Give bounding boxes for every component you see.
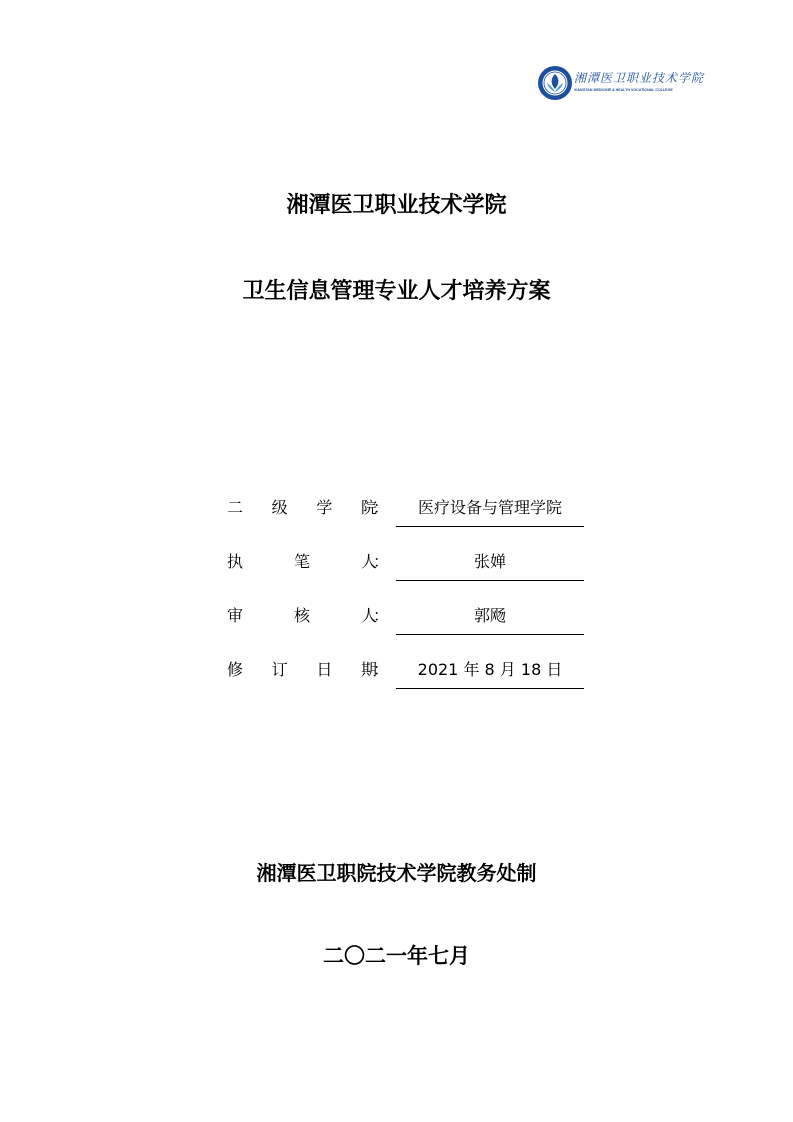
info-label-reviewer: 审 核 人 xyxy=(227,606,377,625)
info-value-author: 张婵 xyxy=(396,548,584,581)
college-emblem-icon xyxy=(537,65,573,101)
issuing-office: 湘潭医卫职院技术学院教务处制 xyxy=(256,861,537,885)
info-row-college xyxy=(227,494,597,548)
program-title: 卫生信息管理专业人才培养方案 xyxy=(242,279,551,304)
info-colon: ： xyxy=(373,660,390,679)
info-colon: ： xyxy=(373,606,390,625)
info-row-reviewer xyxy=(227,602,597,656)
college-logo xyxy=(537,63,705,105)
info-value-college: 医疗设备与管理学院 xyxy=(396,494,584,527)
issue-date: 二〇二一年七月 xyxy=(323,944,470,968)
info-label-revision-date: 修 订 日 期 xyxy=(227,660,377,679)
info-label-college: 二 级 学 院 xyxy=(227,498,377,517)
logo-english-name: XIANGTAN MEDICINE & HEALTH VOCATIONAL COLLEGE xyxy=(574,88,673,92)
info-value-revision-date: 2021 年 8 月 18 日 xyxy=(396,656,584,689)
info-colon: ： xyxy=(373,498,390,517)
info-table xyxy=(227,494,597,710)
info-row-author xyxy=(227,548,597,602)
info-value-reviewer: 郭飏 xyxy=(396,602,584,635)
info-label-author: 执 笔 人 xyxy=(227,552,377,571)
logo-name: 湘潭医卫职业技术学院 xyxy=(574,71,705,85)
school-title: 湘潭医卫职业技术学院 xyxy=(286,193,507,218)
info-colon: ： xyxy=(373,552,390,571)
info-row-revision-date xyxy=(227,656,597,710)
